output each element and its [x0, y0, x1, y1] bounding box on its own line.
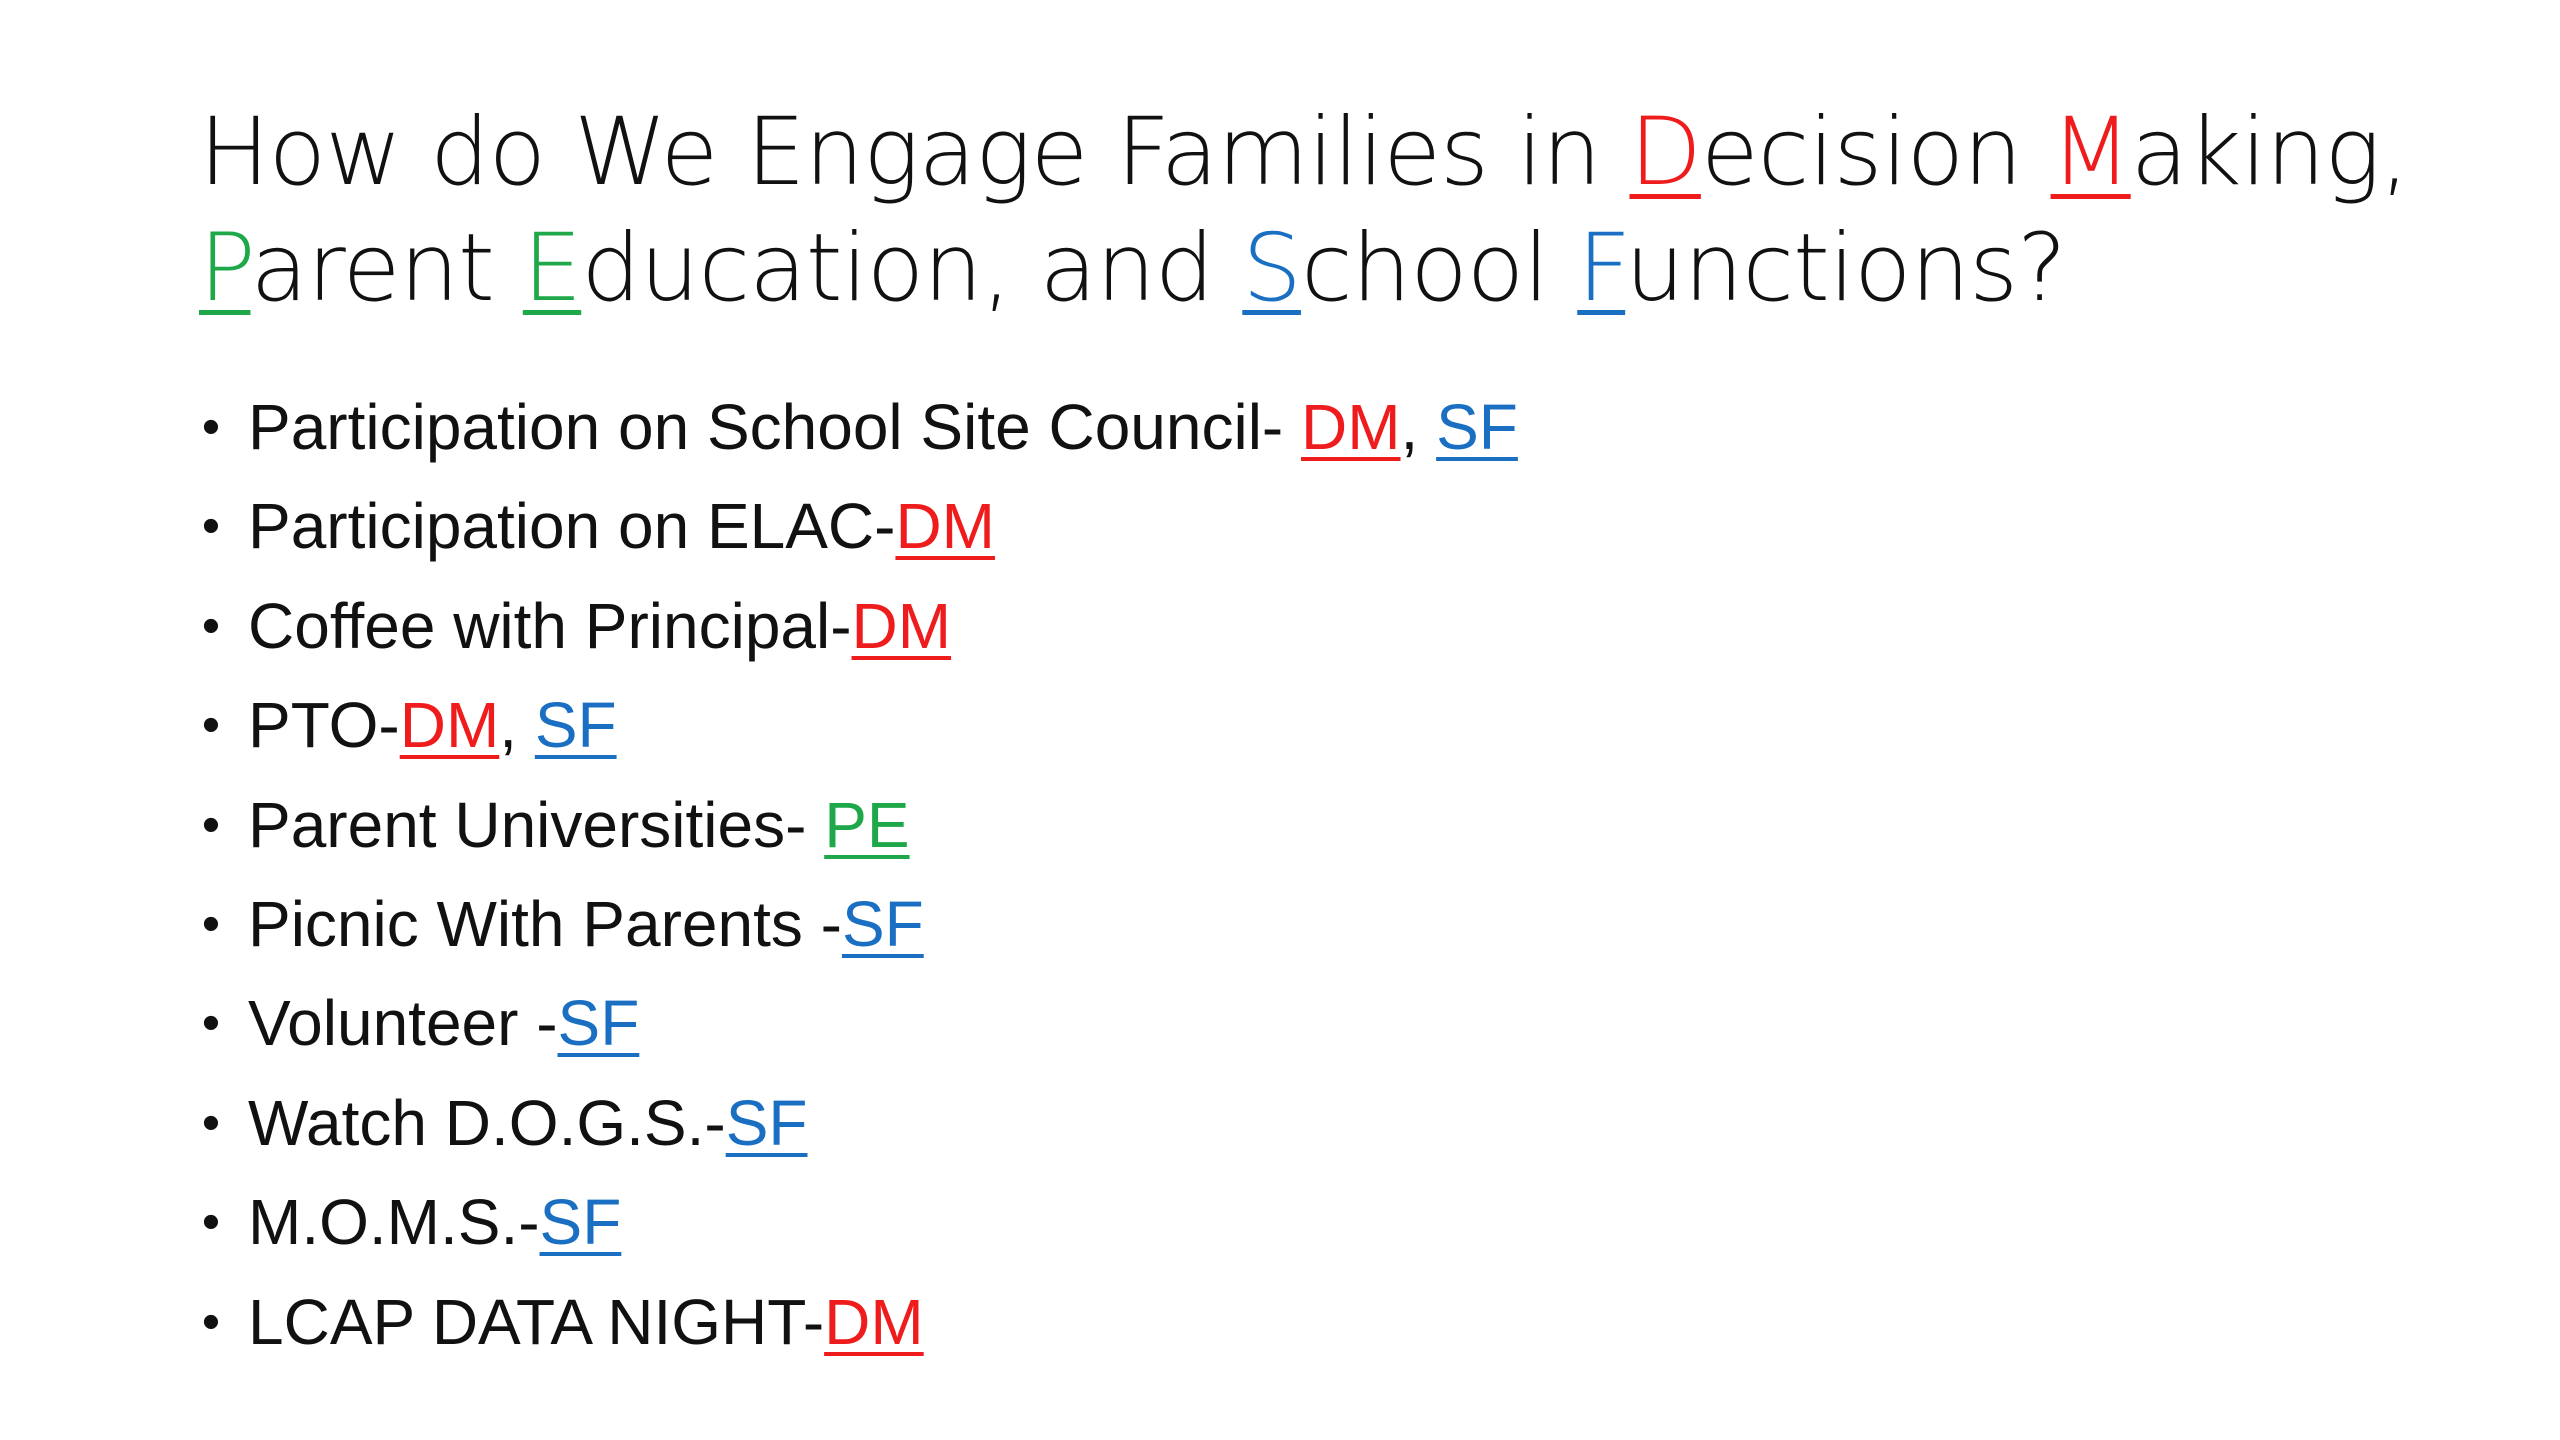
bullet-dot: •: [201, 994, 221, 1053]
bullet-list: [196, 378, 1518, 1372]
bullet-text: Parent Universities-: [248, 788, 825, 861]
bullet-text: Picnic With Parents -: [248, 887, 842, 960]
tag-sf: SF: [539, 1186, 622, 1259]
bullet-text: Volunteer -: [248, 987, 558, 1060]
bullet-item: [196, 577, 1518, 676]
bullet-dot: •: [201, 795, 221, 854]
bullet-dot: •: [201, 894, 221, 953]
bullet-dot: •: [201, 1292, 221, 1351]
bullet-dot: •: [201, 1093, 221, 1152]
title-text: unctions?: [1625, 214, 2066, 323]
bullet-item: [196, 477, 1518, 576]
title-initial-school: S: [1242, 214, 1301, 323]
bullet-item: [196, 1173, 1518, 1272]
title-text: How do We Engage Families in: [199, 98, 1630, 207]
bullet-dot: •: [201, 497, 221, 556]
title-line-2: [199, 211, 2449, 327]
bullet-text: LCAP DATA NIGHT-: [248, 1285, 825, 1358]
title-initial-decision: D: [1629, 98, 1701, 207]
title-initial-making: M: [2050, 98, 2131, 207]
bullet-text: Watch D.O.G.S.-: [248, 1086, 726, 1159]
title-initial-functions: F: [1577, 214, 1626, 323]
bullet-item: [196, 875, 1518, 974]
title-text: ecision: [1700, 98, 2051, 207]
bullet-dot: •: [201, 1193, 221, 1252]
bullet-text: M.O.M.S.-: [248, 1186, 540, 1259]
tag-separator: ,: [1400, 391, 1437, 463]
title-initial-parent: P: [199, 214, 251, 323]
tag-sf: SF: [841, 887, 924, 960]
title-text: arent: [250, 214, 523, 323]
title-text: aking,: [2130, 98, 2409, 207]
tag-dm: DM: [1301, 391, 1401, 463]
tag-sf: SF: [1436, 391, 1518, 463]
title-line-1: [199, 95, 2449, 211]
tag-sf: SF: [557, 987, 640, 1060]
tag-sf: SF: [534, 689, 617, 762]
bullet-dot: •: [201, 398, 221, 456]
tag-dm: DM: [399, 689, 500, 762]
title-initial-education: E: [522, 214, 582, 323]
bullet-dot: •: [201, 596, 221, 655]
bullet-text: Participation on ELAC-: [248, 490, 896, 563]
bullet-item: [196, 1074, 1518, 1173]
title-text: ducation, and: [581, 214, 1243, 323]
tag-dm: DM: [895, 490, 995, 563]
tag-dm: DM: [824, 1285, 924, 1358]
bullet-text: PTO-: [248, 689, 400, 762]
tag-sf: SF: [725, 1086, 808, 1159]
bullet-text: Participation on School Site Council-: [248, 391, 1301, 463]
bullet-item: [196, 378, 1518, 477]
tag-separator: ,: [499, 689, 535, 762]
bullet-dot: •: [201, 696, 221, 755]
bullet-item: [196, 776, 1518, 875]
bullet-item: [196, 1273, 1518, 1372]
title-text: chool: [1300, 214, 1578, 323]
slide-title: [199, 95, 2449, 327]
bullet-item: [196, 676, 1518, 775]
tag-dm: DM: [851, 589, 952, 662]
tag-pe: PE: [824, 788, 910, 861]
bullet-text: Coffee with Principal-: [248, 589, 852, 662]
bullet-item: [196, 974, 1518, 1073]
